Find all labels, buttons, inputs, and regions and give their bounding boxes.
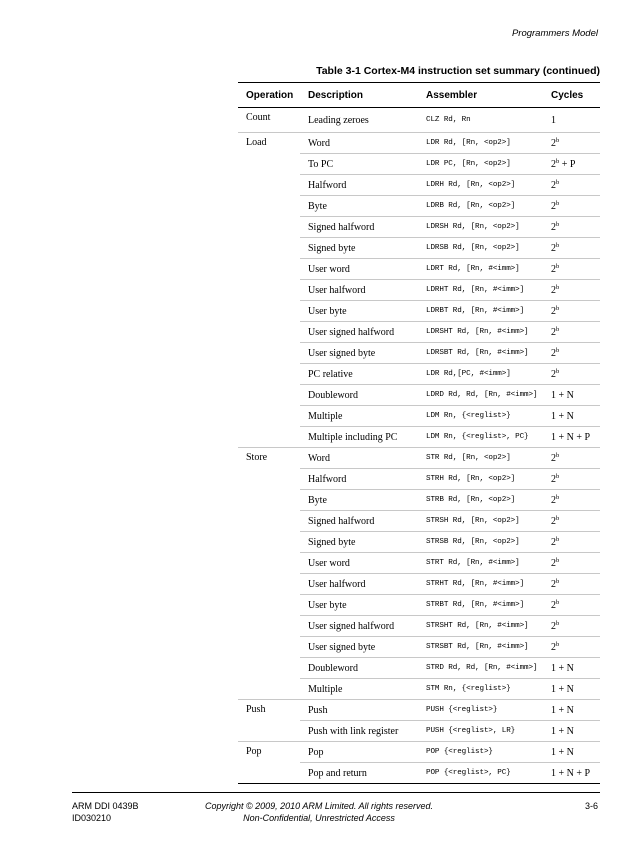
operation-cell: Push bbox=[238, 700, 300, 742]
cycles-cell bbox=[543, 469, 600, 490]
cycles-value: 1 + N bbox=[551, 389, 574, 401]
assembler-cell: STRHT Rd, [Rn, #<imm>] bbox=[418, 574, 543, 595]
cycles-value: 2 bbox=[551, 221, 556, 233]
cycles-value: 1 + N + P bbox=[551, 767, 591, 779]
cycles-footnote-ref: b bbox=[556, 241, 560, 249]
running-header: Programmers Model bbox=[511, 28, 598, 39]
table-header-row bbox=[238, 83, 600, 108]
assembler-cell: PUSH {<reglist>} bbox=[418, 700, 543, 721]
cycles-value: 1 + N bbox=[551, 746, 574, 758]
assembler-cell: PUSH {<reglist>, LR} bbox=[418, 721, 543, 742]
cycles-value: 2 bbox=[551, 305, 556, 317]
description-cell: Signed byte bbox=[300, 238, 418, 259]
description-cell: Halfword bbox=[300, 175, 418, 196]
assembler-cell: LDRHT Rd, [Rn, #<imm>] bbox=[418, 280, 543, 301]
description-cell: Signed byte bbox=[300, 532, 418, 553]
cycles-footnote-ref: b bbox=[556, 283, 560, 291]
description-cell: Byte bbox=[300, 490, 418, 511]
cycles-value: 1 + N bbox=[551, 662, 574, 674]
description-cell: Byte bbox=[300, 196, 418, 217]
operation-cell: Load bbox=[238, 133, 300, 448]
assembler-cell: LDM Rn, {<reglist>, PC} bbox=[418, 427, 543, 448]
description-cell: Halfword bbox=[300, 469, 418, 490]
operation-cell: Store bbox=[238, 448, 300, 700]
cycles-cell bbox=[543, 595, 600, 616]
description-cell: Push bbox=[300, 700, 418, 721]
assembler-cell: STRSB Rd, [Rn, <op2>] bbox=[418, 532, 543, 553]
cycles-value: 2 bbox=[551, 494, 556, 506]
cycles-value: 1 + N + P bbox=[551, 431, 591, 443]
cycles-cell bbox=[543, 322, 600, 343]
assembler-cell: STRD Rd, Rd, [Rn, #<imm>] bbox=[418, 658, 543, 679]
assembler-cell: LDRSH Rd, [Rn, <op2>] bbox=[418, 217, 543, 238]
cycles-cell bbox=[543, 511, 600, 532]
table-row bbox=[238, 448, 600, 469]
cycles-value: 1 + N bbox=[551, 683, 574, 695]
table-row bbox=[238, 108, 600, 133]
assembler-cell: POP {<reglist>, PC} bbox=[418, 763, 543, 784]
description-cell: User signed halfword bbox=[300, 616, 418, 637]
cycles-value: 2 bbox=[551, 473, 556, 485]
assembler-cell: STRH Rd, [Rn, <op2>] bbox=[418, 469, 543, 490]
cycles-footnote-ref: b bbox=[556, 472, 560, 480]
cycles-value: 2 bbox=[551, 368, 556, 380]
cycles-cell bbox=[543, 679, 600, 700]
cycles-cell bbox=[543, 385, 600, 406]
cycles-cell bbox=[543, 133, 600, 154]
assembler-cell: LDR Rd,[PC, #<imm>] bbox=[418, 364, 543, 385]
description-cell: To PC bbox=[300, 154, 418, 175]
cycles-cell bbox=[543, 742, 600, 763]
cycles-footnote-ref: b bbox=[556, 220, 560, 228]
description-cell: Doubleword bbox=[300, 658, 418, 679]
column-header-cycles: Cycles bbox=[543, 83, 600, 108]
description-cell: Word bbox=[300, 133, 418, 154]
footer-copyright: Copyright © 2009, 2010 ARM Limited. All rights reserved. bbox=[204, 801, 434, 811]
description-cell: Multiple including PC bbox=[300, 427, 418, 448]
cycles-value: 2 bbox=[551, 200, 556, 212]
cycles-value: 2 bbox=[551, 137, 556, 149]
cycles-value: 2 bbox=[551, 515, 556, 527]
cycles-footnote-ref: b bbox=[556, 136, 560, 144]
cycles-cell bbox=[543, 490, 600, 511]
cycles-value: 2 bbox=[551, 326, 556, 338]
description-cell: Multiple bbox=[300, 406, 418, 427]
cycles-cell bbox=[543, 154, 600, 175]
footer-rule bbox=[72, 792, 600, 793]
operation-cell: Pop bbox=[238, 742, 300, 784]
footer-release-id: ID030210 bbox=[72, 813, 112, 823]
description-cell: Pop bbox=[300, 742, 418, 763]
column-header-assembler: Assembler bbox=[418, 83, 543, 108]
cycles-cell bbox=[543, 721, 600, 742]
operation-cell: Count bbox=[238, 108, 300, 133]
description-cell: Pop and return bbox=[300, 763, 418, 784]
cycles-cell bbox=[543, 238, 600, 259]
footer-copyright-block bbox=[0, 800, 638, 824]
cycles-cell bbox=[543, 616, 600, 637]
assembler-cell: STRSBT Rd, [Rn, #<imm>] bbox=[418, 637, 543, 658]
cycles-footnote-ref: b bbox=[556, 619, 560, 627]
assembler-cell: LDRSBT Rd, [Rn, #<imm>] bbox=[418, 343, 543, 364]
cycles-cell bbox=[543, 175, 600, 196]
cycles-value: 2 bbox=[551, 557, 556, 569]
description-cell: Multiple bbox=[300, 679, 418, 700]
assembler-cell: STRSH Rd, [Rn, <op2>] bbox=[418, 511, 543, 532]
cycles-footnote-ref: b bbox=[556, 199, 560, 207]
assembler-cell: LDRBT Rd, [Rn, #<imm>] bbox=[418, 301, 543, 322]
description-cell: Doubleword bbox=[300, 385, 418, 406]
description-cell: Push with link register bbox=[300, 721, 418, 742]
cycles-cell bbox=[543, 448, 600, 469]
cycles-value: 1 + N bbox=[551, 725, 574, 737]
cycles-footnote-ref: b bbox=[556, 178, 560, 186]
cycles-value: 2 bbox=[551, 347, 556, 359]
cycles-cell bbox=[543, 364, 600, 385]
cycles-cell bbox=[543, 108, 600, 133]
cycles-cell bbox=[543, 196, 600, 217]
description-cell: PC relative bbox=[300, 364, 418, 385]
cycles-value: 2 bbox=[551, 536, 556, 548]
cycles-cell bbox=[543, 637, 600, 658]
description-cell: User byte bbox=[300, 301, 418, 322]
description-cell: Word bbox=[300, 448, 418, 469]
cycles-footnote-ref: b bbox=[556, 640, 560, 648]
cycles-footnote-ref: b bbox=[556, 598, 560, 606]
cycles-value: 2 bbox=[551, 578, 556, 590]
assembler-cell: CLZ Rd, Rn bbox=[418, 108, 543, 133]
assembler-cell: STRBT Rd, [Rn, #<imm>] bbox=[418, 595, 543, 616]
instruction-set-table bbox=[238, 82, 600, 784]
cycles-footnote-ref: b bbox=[556, 556, 560, 564]
assembler-cell: STRSHT Rd, [Rn, #<imm>] bbox=[418, 616, 543, 637]
cycles-value: 1 bbox=[551, 114, 556, 126]
description-cell: User halfword bbox=[300, 574, 418, 595]
cycles-cell bbox=[543, 532, 600, 553]
assembler-cell: POP {<reglist>} bbox=[418, 742, 543, 763]
cycles-value: 2 bbox=[551, 452, 556, 464]
assembler-cell: LDRB Rd, [Rn, <op2>] bbox=[418, 196, 543, 217]
cycles-footnote-ref: b bbox=[556, 493, 560, 501]
cycles-cell bbox=[543, 553, 600, 574]
table-row bbox=[238, 133, 600, 154]
cycles-value: 1 + N bbox=[551, 704, 574, 716]
description-cell: User signed byte bbox=[300, 637, 418, 658]
cycles-footnote-ref: b bbox=[556, 367, 560, 375]
footer-page-number: 3-6 bbox=[584, 801, 598, 811]
cycles-footnote-ref: b bbox=[556, 346, 560, 354]
cycles-footnote-ref: b bbox=[556, 451, 560, 459]
description-cell: User byte bbox=[300, 595, 418, 616]
cycles-cell bbox=[543, 700, 600, 721]
description-cell: User signed halfword bbox=[300, 322, 418, 343]
assembler-cell: LDRD Rd, Rd, [Rn, #<imm>] bbox=[418, 385, 543, 406]
cycles-value: 2 bbox=[551, 620, 556, 632]
description-cell: User word bbox=[300, 259, 418, 280]
cycles-footnote-ref: b bbox=[556, 325, 560, 333]
assembler-cell: LDR Rd, [Rn, <op2>] bbox=[418, 133, 543, 154]
cycles-value: 1 + N bbox=[551, 410, 574, 422]
assembler-cell: LDRH Rd, [Rn, <op2>] bbox=[418, 175, 543, 196]
cycles-footnote-ref: b bbox=[556, 514, 560, 522]
cycles-cell bbox=[543, 658, 600, 679]
description-cell: Signed halfword bbox=[300, 511, 418, 532]
cycles-value: 2 bbox=[551, 284, 556, 296]
description-cell: User word bbox=[300, 553, 418, 574]
assembler-cell: LDM Rn, {<reglist>} bbox=[418, 406, 543, 427]
cycles-cell bbox=[543, 280, 600, 301]
cycles-value: 2 bbox=[551, 242, 556, 254]
assembler-cell: LDRSHT Rd, [Rn, #<imm>] bbox=[418, 322, 543, 343]
description-cell: Leading zeroes bbox=[300, 108, 418, 133]
footer-doc-id: ARM DDI 0439B bbox=[72, 801, 139, 811]
cycles-value: 2 bbox=[551, 179, 556, 191]
assembler-cell: STR Rd, [Rn, <op2>] bbox=[418, 448, 543, 469]
cycles-value: 2 bbox=[551, 263, 556, 275]
assembler-cell: LDRSB Rd, [Rn, <op2>] bbox=[418, 238, 543, 259]
description-cell: User signed byte bbox=[300, 343, 418, 364]
table-body bbox=[238, 108, 600, 784]
cycles-value: 2 bbox=[551, 158, 556, 170]
assembler-cell: STM Rn, {<reglist>} bbox=[418, 679, 543, 700]
cycles-footnote-ref: b bbox=[556, 304, 560, 312]
cycles-cell bbox=[543, 763, 600, 784]
cycles-cell bbox=[543, 301, 600, 322]
column-header-operation: Operation bbox=[238, 83, 300, 108]
assembler-cell: LDR PC, [Rn, <op2>] bbox=[418, 154, 543, 175]
assembler-cell: STRT Rd, [Rn, #<imm>] bbox=[418, 553, 543, 574]
cycles-suffix: + P bbox=[559, 158, 576, 170]
cycles-cell bbox=[543, 259, 600, 280]
cycles-cell bbox=[543, 427, 600, 448]
description-cell: User halfword bbox=[300, 280, 418, 301]
cycles-cell bbox=[543, 343, 600, 364]
cycles-value: 2 bbox=[551, 641, 556, 653]
cycles-value: 2 bbox=[551, 599, 556, 611]
table-row bbox=[238, 700, 600, 721]
assembler-cell: LDRT Rd, [Rn, #<imm>] bbox=[418, 259, 543, 280]
assembler-cell: STRB Rd, [Rn, <op2>] bbox=[418, 490, 543, 511]
cycles-footnote-ref: b bbox=[556, 535, 560, 543]
table-row bbox=[238, 742, 600, 763]
cycles-cell bbox=[543, 217, 600, 238]
cycles-cell bbox=[543, 406, 600, 427]
cycles-cell bbox=[543, 574, 600, 595]
description-cell: Signed halfword bbox=[300, 217, 418, 238]
cycles-footnote-ref: b bbox=[556, 262, 560, 270]
cycles-footnote-ref: b bbox=[556, 157, 560, 165]
footer-confidentiality: Non-Confidential, Unrestricted Access bbox=[243, 813, 395, 823]
table-caption: Table 3-1 Cortex-M4 instruction set summary (continued) bbox=[316, 65, 600, 77]
column-header-description: Description bbox=[300, 83, 418, 108]
cycles-footnote-ref: b bbox=[556, 577, 560, 585]
